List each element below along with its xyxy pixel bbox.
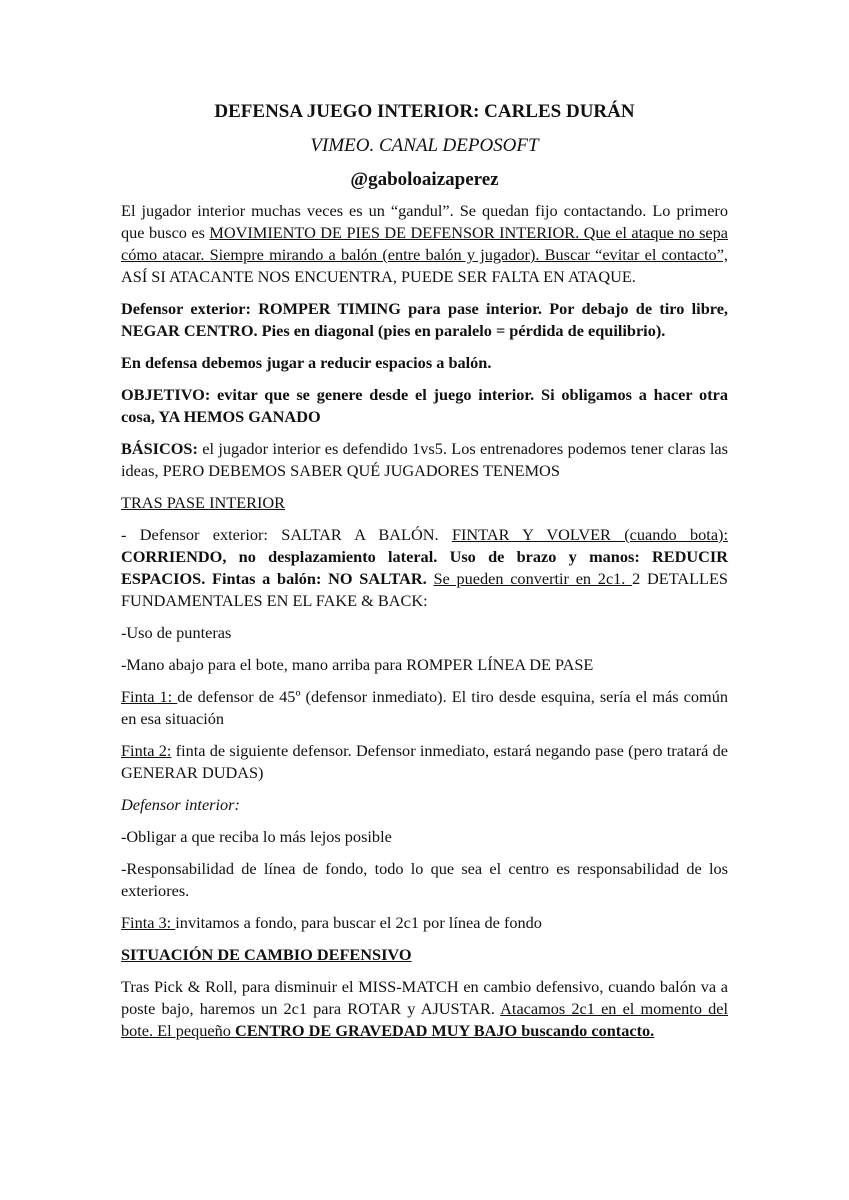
basics-text: el jugador interior es defendido 1vs5. Los entrenadores podemos tener claras las ideas, PERO DEBEMOS SABER QUÉ JUGADORES TENEMOS — [121, 439, 728, 480]
document-page — [121, 96, 728, 1052]
jump-text: - Defensor exterior: SALTAR A BALÓN. — [121, 525, 452, 544]
centro-gravedad-bold: CENTRO DE GRAVEDAD MUY BAJO buscando contacto. — [234, 1021, 655, 1040]
intro-underlined: MOVIMIENTO DE PIES DE DEFENSOR INTERIOR. Que el ataque no sepa cómo atacar. Siempre mirando a balón (entre balón y jugador). Buscar “evitar el contacto”, — [121, 223, 728, 264]
paragraph-objective: OBJETIVO: evitar que se genere desde el juego interior. Si obligamos a hacer otra cosa, YA HEMOS GANADO — [121, 385, 728, 426]
corriendo-bold: CORRIENDO, no desplazamiento lateral. Uso de brazo y manos: REDUCIR ESPACIOS. Fintas a balón: NO SALTAR. — [121, 547, 728, 588]
finta-1-text: de defensor de 45º (defensor inmediato). El tiro desde esquina, sería el más común en esa situación — [121, 687, 728, 728]
pick-roll-text: Tras Pick & Roll, para disminuir el MISS-MATCH en cambio defensivo, cuando balón va a poste bajo, haremos un 2c1 para ROTAR y AJUSTAR. — [121, 977, 728, 1018]
document-title: DEFENSA JUEGO INTERIOR: CARLES DURÁN — [214, 101, 635, 122]
finta-3-text: invitamos a fondo, para buscar el 2c1 por línea de fondo — [175, 913, 542, 932]
paragraph-exterior-jump — [121, 524, 728, 612]
convert-underlined: Se pueden convertir en 2c1. — [433, 569, 633, 588]
bullet-mano: -Mano abajo para el bote, mano arriba para ROMPER LÍNEA DE PASE — [121, 655, 594, 674]
section-heading-cambio: SITUACIÓN DE CAMBIO DEFENSIVO — [121, 945, 412, 964]
paragraph-exterior-defender: Defensor exterior: ROMPER TIMING para pase interior. Por debajo de tiro libre, NEGAR CENTRO. Pies en diagonal (pies en paralelo = pérdida de equilibrio). — [121, 299, 728, 340]
atacamos-underlined: Atacamos 2c1 en el momento del bote. El pequeño — [121, 999, 729, 1040]
finta-2-label: Finta 2: — [121, 741, 172, 760]
paragraph-finta-1 — [121, 686, 728, 730]
bullet-obligar: -Obligar a que reciba lo más lejos posible — [121, 827, 392, 846]
finta-2-text: finta de siguiente defensor. Defensor inmediato, estará negando pase (pero tratará de GENERAR DUDAS) — [121, 741, 728, 782]
fintar-underlined: FINTAR Y VOLVER (cuando bota): — [451, 525, 728, 544]
bullet-responsabilidad: -Responsabilidad de línea de fondo, todo lo que sea el centro es responsabilidad de los exteriores. — [121, 859, 728, 900]
bullet-punteras: -Uso de punteras — [121, 623, 232, 642]
author-handle: @gaboloaizaperez — [350, 169, 499, 190]
paragraph-reduce-space: En defensa debemos jugar a reducir espacios a balón. — [121, 353, 492, 372]
paragraph-basics — [121, 438, 728, 482]
intro-caps: ASÍ SI ATACANTE NOS ENCUENTRA, PUEDE SER FALTA EN ATAQUE. — [121, 267, 636, 286]
section-heading-tras-pase: TRAS PASE INTERIOR — [121, 493, 286, 512]
paragraph-intro — [121, 200, 728, 288]
document-subtitle: VIMEO. CANAL DEPOSOFT — [310, 135, 539, 156]
basics-label: BÁSICOS: — [121, 439, 198, 458]
finta-1-label: Finta 1: — [121, 687, 178, 706]
finta-3-label: Finta 3: — [121, 913, 176, 932]
details-text: 2 DETALLES FUNDAMENTALES EN EL FAKE & BACK: — [121, 569, 728, 610]
heading-defensor-interior: Defensor interior: — [121, 795, 240, 814]
intro-text: El jugador interior muchas veces es un “gandul”. Se quedan fijo contactando. Lo primero que busco es — [121, 201, 728, 242]
paragraph-finta-3 — [121, 912, 728, 934]
paragraph-pick-roll — [121, 976, 728, 1042]
paragraph-finta-2 — [121, 740, 728, 784]
